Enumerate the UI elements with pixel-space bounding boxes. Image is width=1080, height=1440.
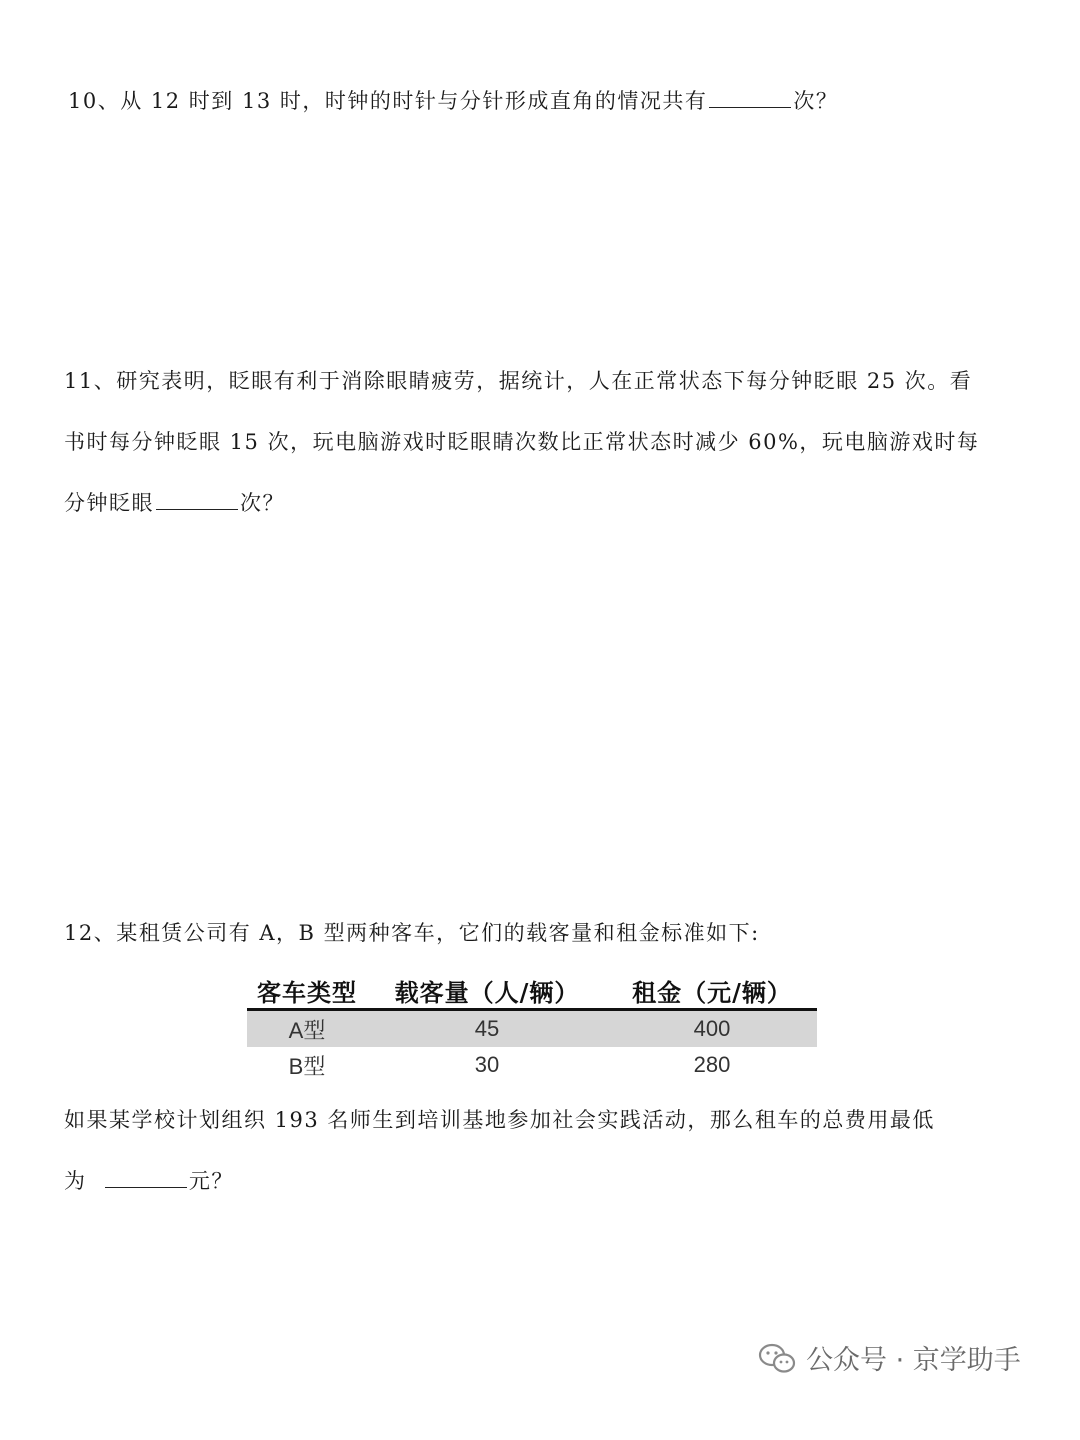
table-header-row bbox=[247, 972, 817, 1010]
question-11-text-1: 11、研究表明，眨眼有利于消除眼睛疲劳，据统计，人在正常状态下每分钟眨眼 25 次。看 bbox=[64, 369, 973, 393]
answer-blank bbox=[709, 87, 791, 108]
question-10-text: 10、从 12 时到 13 时，时钟的时针与分针形成直角的情况共有 bbox=[68, 89, 708, 113]
question-11-line-2 bbox=[64, 427, 979, 457]
wechat-icon bbox=[758, 1342, 796, 1374]
table-cell-rent: 400 bbox=[607, 1010, 817, 1048]
question-10 bbox=[68, 86, 838, 116]
watermark bbox=[758, 1338, 1021, 1377]
question-11-line-1 bbox=[64, 366, 972, 396]
table-cell-type: A型 bbox=[247, 1010, 367, 1048]
question-11-text-2: 书时每分钟眨眼 15 次，玩电脑游戏时眨眼睛次数比正常状态时减少 60%，玩电脑游戏时每 bbox=[64, 430, 980, 454]
question-12-intro-text: 12、某租赁公司有 A，B 型两种客车，它们的载客量和租金标准如下: bbox=[64, 921, 760, 945]
table-header-type: 客车类型 bbox=[247, 972, 367, 1010]
question-12-line-2 bbox=[64, 1166, 234, 1196]
table-cell-type: B型 bbox=[288, 1053, 326, 1079]
table-row bbox=[247, 1010, 817, 1048]
table-header-rent: 租金（元/辆） bbox=[607, 972, 817, 1010]
question-11-suffix: 次？ bbox=[240, 491, 285, 515]
table-header-capacity: 载客量（人/辆） bbox=[367, 972, 607, 1010]
watermark-text: 公众号 · 京学助手 bbox=[806, 1345, 1021, 1376]
question-11-text-3: 分钟眨眼 bbox=[64, 491, 154, 515]
question-12-suffix: 元？ bbox=[188, 1169, 234, 1193]
rental-table bbox=[247, 972, 817, 1083]
question-10-suffix: 次？ bbox=[793, 89, 839, 113]
table-cell-capacity: 45 bbox=[367, 1010, 607, 1048]
answer-blank bbox=[105, 1167, 187, 1188]
question-11-line-3 bbox=[64, 488, 285, 518]
table-cell-rent: 280 bbox=[693, 1052, 731, 1077]
question-12-text-1: 如果某学校计划组织 193 名师生到培训基地参加社会实践活动，那么租车的总费用最低 bbox=[64, 1108, 935, 1132]
table-cell-capacity: 30 bbox=[474, 1052, 500, 1077]
question-12-line-1 bbox=[64, 1105, 935, 1135]
answer-blank bbox=[156, 489, 238, 510]
question-12-intro bbox=[64, 918, 760, 948]
table-row bbox=[247, 1047, 817, 1083]
question-12-text-2: 为 bbox=[64, 1169, 87, 1193]
